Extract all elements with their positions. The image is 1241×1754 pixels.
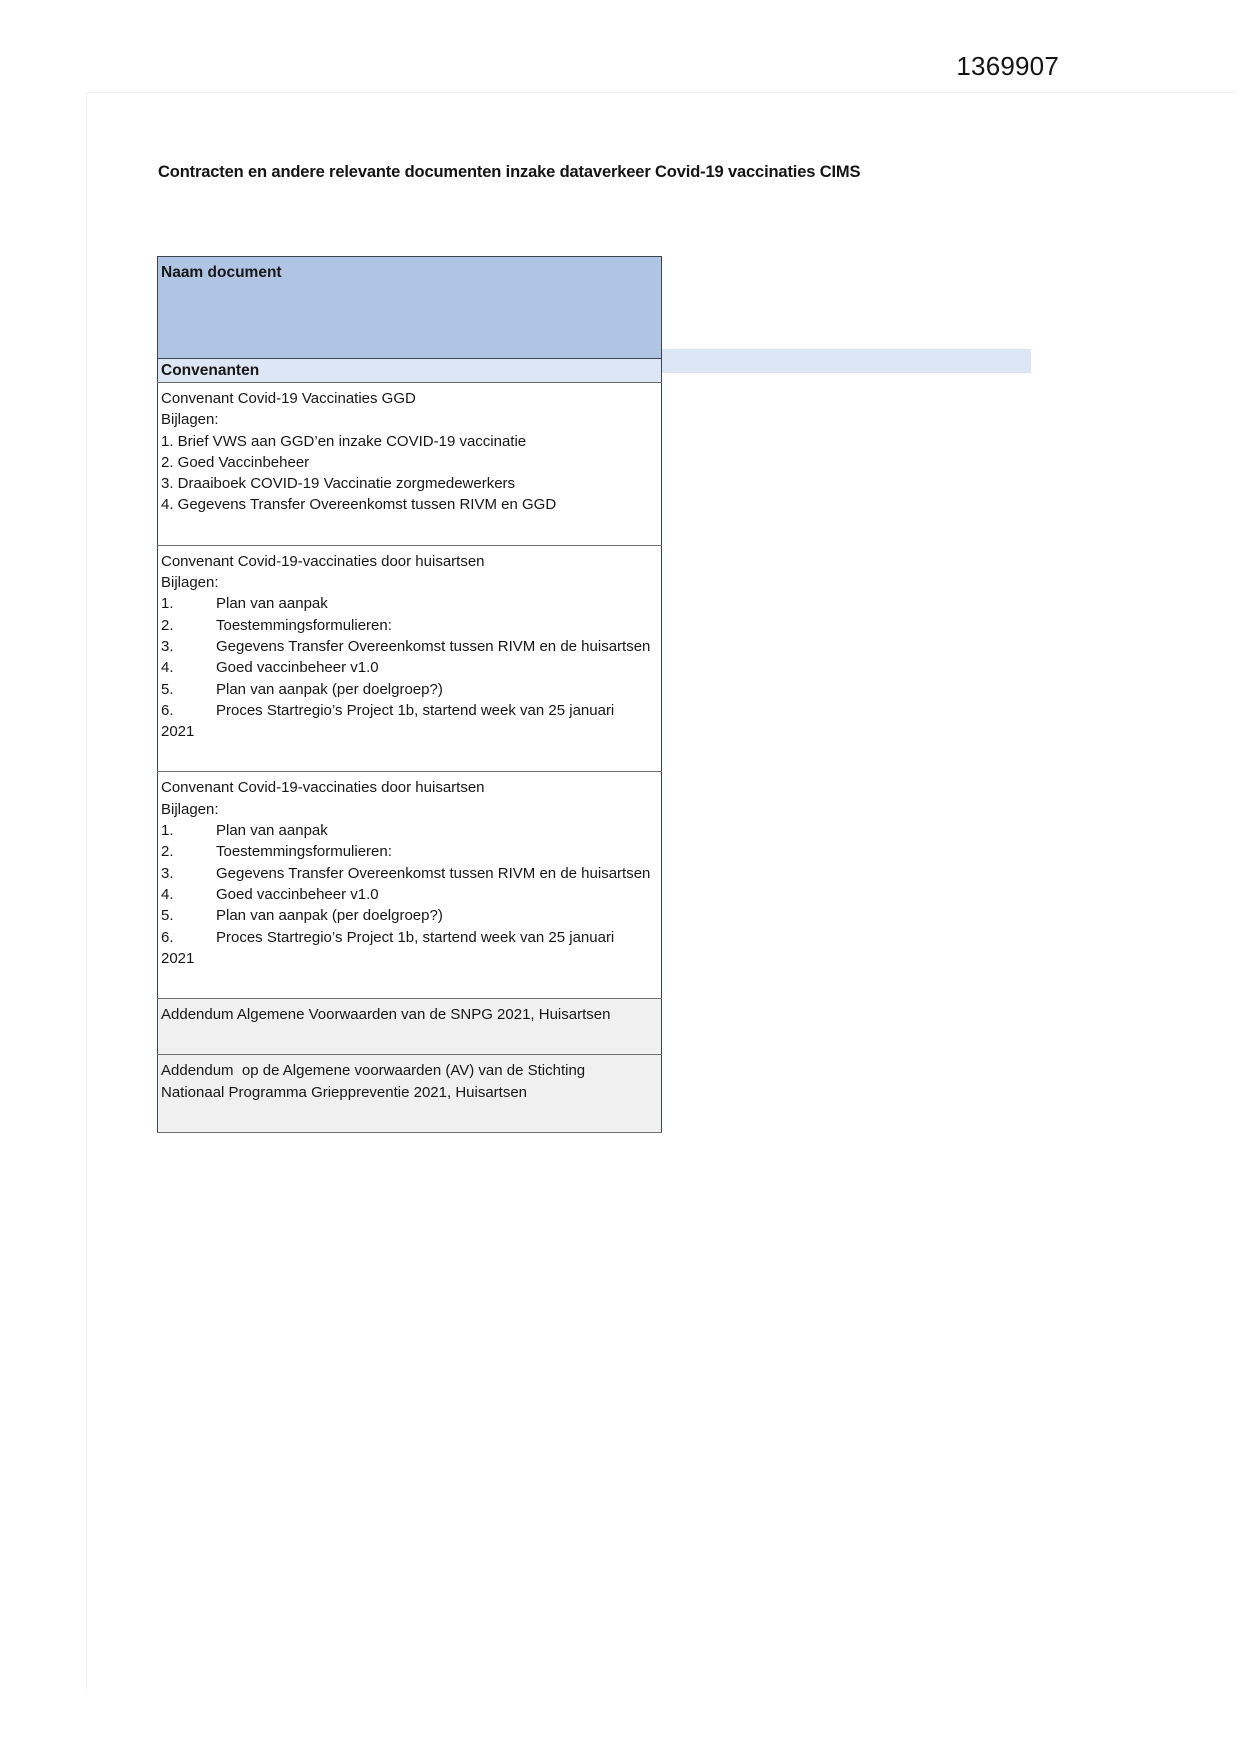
attachment-item-number: 1. <box>161 595 174 613</box>
table-section-row <box>158 359 662 383</box>
document-cell-content <box>158 1055 661 1132</box>
attachment-item-text: Proces Startregio’s Project 1b, startend week van 25 januari <box>216 701 615 719</box>
table-row <box>158 1055 662 1133</box>
attachment-item-text: Gegevens Transfer Overeenkomst tussen RIVM en de huisartsen <box>216 637 651 655</box>
scan-edge-top <box>86 92 1236 93</box>
attachment-item-number: 5. <box>161 907 174 925</box>
attachments-label: Bijlagen: <box>161 800 219 818</box>
attachment-item-number: 5. <box>161 680 174 698</box>
column-header-label: Naam document <box>161 264 282 281</box>
attachment-item <box>161 905 658 926</box>
attachment-item <box>161 820 658 841</box>
attachment-item <box>161 615 658 636</box>
attachment-item <box>161 679 658 700</box>
cell-bottom-spacer <box>161 516 658 537</box>
attachment-item-text: Gegevens Transfer Overeenkomst tussen RIVM en de huisartsen <box>216 864 651 882</box>
attachment-item-text: Goed vaccinbeheer v1.0 <box>216 659 379 677</box>
attachment-item <box>161 657 658 678</box>
documents-table-body <box>158 257 662 1133</box>
table-row <box>158 772 662 999</box>
attachment-item-number: 6. <box>161 928 174 946</box>
cell-bottom-spacer <box>161 1103 658 1124</box>
table-row <box>158 545 662 772</box>
attachment-wrapped-line: 2021 <box>161 949 195 967</box>
document-cell-content <box>158 999 661 1054</box>
attachment-item: 2. Goed Vaccinbeheer <box>161 453 310 471</box>
attachment-wrapped-line: 2021 <box>161 723 195 741</box>
document-title-line: Addendum Algemene Voorwaarden van de SNPG 2021, Huisartsen <box>161 1006 611 1024</box>
attachment-item-text: Plan van aanpak (per doelgroep?) <box>216 907 443 925</box>
attachment-item-text: Toestemmingsformulieren: <box>216 843 392 861</box>
table-row <box>158 383 662 546</box>
attachment-item <box>161 863 658 884</box>
attachment-item: 3. Draaiboek COVID-19 Vaccinatie zorgmedewerkers <box>161 475 516 493</box>
attachment-item-number: 2. <box>161 843 174 861</box>
document-title-line: Convenant Covid-19-vaccinaties door huisartsen <box>161 552 485 570</box>
section-row-bleed-band <box>662 349 1031 373</box>
document-cell <box>158 772 662 999</box>
attachment-item: 1. Brief VWS aan GGD’en inzake COVID-19 vaccinatie <box>161 432 527 450</box>
attachment-item <box>161 700 658 721</box>
document-cell-content <box>158 772 661 998</box>
attachment-item-number: 4. <box>161 659 174 677</box>
attachment-item: 4. Gegevens Transfer Overeenkomst tussen RIVM en GGD <box>161 496 557 514</box>
attachment-item-number: 2. <box>161 616 174 634</box>
document-title-line: Convenant Covid-19-vaccinaties door huisartsen <box>161 779 485 797</box>
attachment-item <box>161 636 658 657</box>
document-title-line: Convenant Covid-19 Vaccinaties GGD <box>161 390 416 407</box>
section-label: Convenanten <box>161 362 260 379</box>
attachment-item-text: Goed vaccinbeheer v1.0 <box>216 885 379 903</box>
document-cell <box>158 383 662 546</box>
attachment-item-text: Toestemmingsformulieren: <box>216 616 392 634</box>
page-title: Contracten en andere relevante documenten inzake dataverkeer Covid-19 vaccinaties CIMS <box>158 163 861 181</box>
attachment-item-text: Plan van aanpak <box>216 595 328 613</box>
table-header-row <box>158 257 662 359</box>
attachment-item <box>161 841 658 862</box>
attachment-item-number: 3. <box>161 864 174 882</box>
attachment-item-text: Plan van aanpak <box>216 822 328 840</box>
attachments-label: Bijlagen: <box>161 574 219 592</box>
cell-bottom-spacer <box>161 969 658 990</box>
attachments-label: Bijlagen: <box>161 411 219 429</box>
document-cell <box>158 1055 662 1133</box>
attachment-item <box>161 927 658 948</box>
scan-edge-left <box>86 92 87 1692</box>
column-header-cell <box>158 257 662 359</box>
attachment-item-number: 4. <box>161 885 174 903</box>
attachment-item-number: 6. <box>161 701 174 719</box>
table-row <box>158 999 662 1055</box>
cell-bottom-spacer <box>161 1025 658 1046</box>
document-title-line: Addendum op de Algemene voorwaarden (AV) van de Stichting <box>161 1062 586 1080</box>
attachment-item-number: 1. <box>161 822 174 840</box>
attachment-item-number: 3. <box>161 637 174 655</box>
document-cell <box>158 545 662 772</box>
attachment-item <box>161 884 658 905</box>
attachment-item-text: Proces Startregio’s Project 1b, startend week van 25 januari <box>216 928 615 946</box>
attachment-item <box>161 593 658 614</box>
attachment-item-text: Plan van aanpak (per doelgroep?) <box>216 680 443 698</box>
document-title-line-2: Nationaal Programma Grieppreventie 2021, Huisartsen <box>161 1083 528 1101</box>
document-cell-content <box>158 546 661 772</box>
cell-bottom-spacer <box>161 742 658 763</box>
section-cell <box>158 359 662 383</box>
documents-table <box>157 256 662 1133</box>
document-number-stamp: 1369907 <box>956 51 1059 81</box>
document-cell-content <box>158 383 661 545</box>
document-cell <box>158 999 662 1055</box>
